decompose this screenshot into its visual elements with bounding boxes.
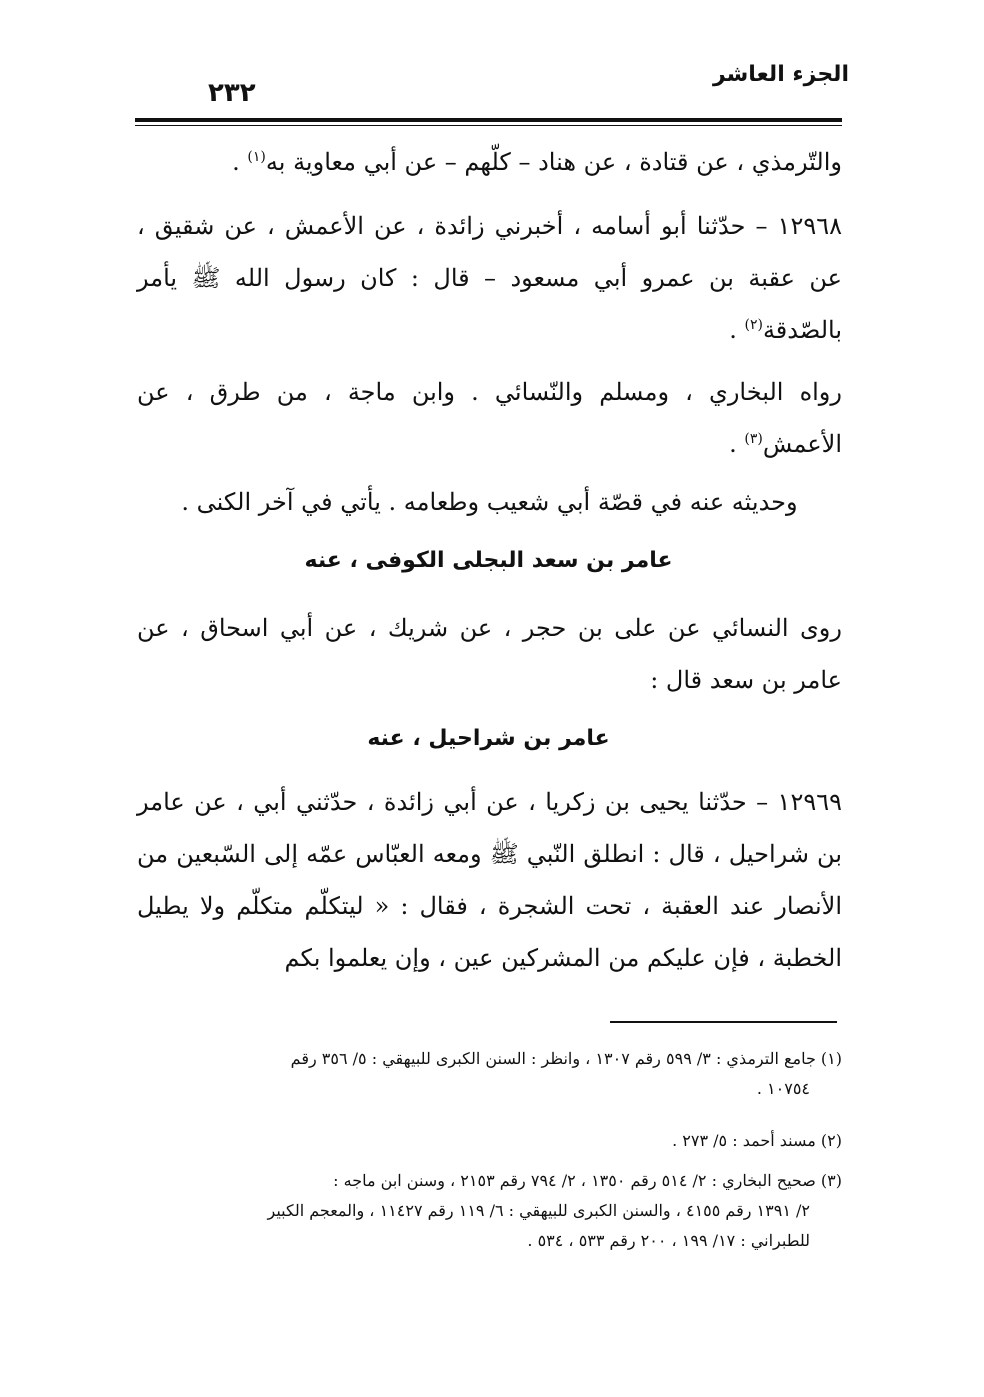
paragraph-1-text: والتّرمذي ، عن قتادة ، عن هناد – كلّهم – عن أبي معاوية به: [265, 148, 842, 176]
footnote-1-line-2: ١٠٧٥٤ .: [756, 1079, 810, 1098]
footnote-3-line-3: للطبراني : ١٧/ ١٩٩ ، ٢٠٠ رقم ٥٣٣ ، ٥٣٤ .: [527, 1231, 810, 1250]
footnote-1-line-1: (١) جامع الترمذي : ٣/ ٥٩٩ رقم ١٣٠٧ ، وانظر : السنن الكبرى للبيهقي : ٥/ ٣٥٦ رقم: [290, 1049, 842, 1068]
footnote-1: [137, 1044, 842, 1104]
paragraph-6: [137, 776, 842, 984]
paragraph-3: [137, 366, 842, 470]
footnote-2: [137, 1126, 842, 1156]
paragraph-5-text: روى النسائي عن على بن حجر ، عن شريك ، عن أبي اسحاق ، عن عامر بن سعد قال :: [137, 614, 842, 694]
header-rule: [135, 118, 842, 122]
paragraph-2: [137, 200, 842, 356]
paragraph-6-text: ١٢٩٦٩ – حدّثنا يحيى بن زكريا ، عن أبي زائدة ، حدّثني أبي ، عن عامر بن شراحيل ، قال : انطلق النّبي ﷺ ومعه العبّاس عمّه إلى السّبعين من الأنصار عند العقبة ، تحت الشجرة ، فقال : « ليتكلّم متكلّم ولا يطيل الخطبة ، فإن عليكم من المشركين عين ، وإن يعلموا بكم: [137, 788, 842, 972]
paragraph-4: [137, 476, 842, 528]
paragraph-1-end: .: [232, 148, 248, 176]
section-heading-1: عامر بن سعد البجلى الكوفى ، عنه: [304, 548, 673, 573]
paragraph-3-text: رواه البخاري ، ومسلم والنّسائي . وابن ماجة ، من طرق ، عن الأعمش: [137, 378, 842, 458]
footnote-3: [137, 1166, 842, 1256]
paragraph-1: [137, 136, 842, 188]
running-header: الجزء العاشر: [712, 62, 849, 87]
paragraph-2-end: .: [729, 316, 745, 344]
footnote-ref-3[interactable]: (٣): [744, 431, 763, 447]
footnote-separator: [610, 1021, 837, 1023]
footnote-2-line-1: (٢) مسند أحمد : ٥/ ٢٧٣ .: [672, 1131, 842, 1150]
footnote-3-line-2: ٢/ ١٣٩١ رقم ٤١٥٥ ، والسنن الكبرى للبيهقي : ٦/ ١١٩ رقم ١١٤٢٧ ، والمعجم الكبير: [267, 1201, 810, 1220]
footnote-ref-2[interactable]: (٢): [744, 317, 763, 333]
paragraph-2-text: ١٢٩٦٨ – حدّثنا أبو أسامه ، أخبرني زائدة ، عن الأعمش ، عن شقيق ، عن عقبة بن عمرو أبي مسعود – قال : كان رسول الله ﷺ يأمر بالصّدقة: [137, 212, 842, 344]
footnote-3-line-1: (٣) صحيح البخاري : ٢/ ٥١٤ رقم ١٣٥٠ ، ٢/ ٧٩٤ رقم ٢١٥٣ ، وسنن ابن ماجه :: [333, 1171, 842, 1190]
header-rule-thin: [135, 125, 842, 126]
section-heading-2: عامر بن شراحيل ، عنه: [367, 726, 610, 751]
footnote-ref-1[interactable]: (١): [247, 149, 266, 165]
page-number: ٢٣٢: [208, 78, 256, 108]
paragraph-4-text: وحديثه عنه في قصّة أبي شعيب وطعامه . يأتي في آخر الكنى .: [181, 488, 798, 516]
paragraph-3-end: .: [729, 430, 745, 458]
paragraph-5: [137, 602, 842, 706]
